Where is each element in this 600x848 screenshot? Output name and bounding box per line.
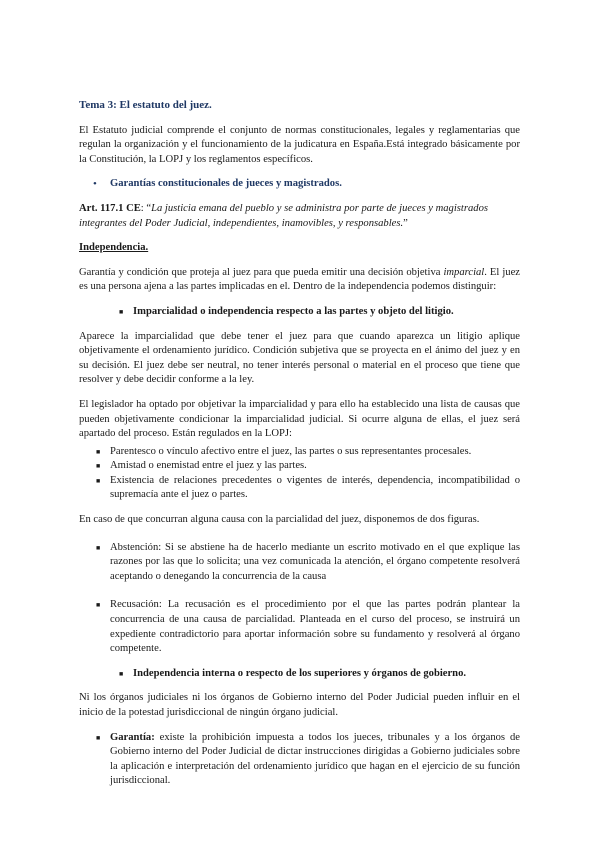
causa-text: Existencia de relaciones precedentes o vigentes de interés, dependencia, incompatibilidad o supremacía ante el juez o partes. [110,474,520,501]
independencia-text-b: . El juez es una persona ajena a las partes implicadas en el. Dentro de la independencia podemos distinguir: [79,266,520,293]
document-body [79,98,520,789]
abstencion-item [79,541,520,585]
square-bullet-icon: ■ [96,476,101,485]
subsection-independencia-interna-heading: Independencia interna o respecto de los superiores y órganos de gobierno. [133,667,467,679]
list-item [96,445,520,460]
section-garantias [79,177,520,192]
square-bullet-icon: ■ [119,669,124,678]
document-title: Tema 3: El estatuto del juez. [79,99,212,111]
subsection-independencia-interna [79,667,520,682]
square-bullet-icon: ■ [96,462,101,471]
independencia-text-a: Garantía y condición que proteja al juez para que pueda emitir una decisión objetiva [79,266,444,278]
causa-text: Amistad o enemistad entre el juez y las partes. [110,460,307,472]
bullet-icon: • [93,178,97,191]
article-quote-end: ” [403,217,408,229]
square-bullet-icon: ■ [96,543,101,552]
section-garantias-heading: Garantías constitucionales de jueces y magistrados. [110,178,342,190]
square-bullet-icon: ■ [96,601,101,610]
figuras-paragraph: En caso de que concurran alguna causa con la parcialidad del juez, disponemos de dos figuras. [79,514,480,526]
list-item [96,474,520,503]
garantia-body: existe la prohibición impuesta a todos los jueces, tribunales y a los órganos de Gobierno interno del Poder Judicial de dictar instrucciones dirigidas a Gobierno judiciales sobre la aplicación e interpretación del ordenamiento jurídico que hagan en el ejercicio de su función jurisdiccional. [110,731,520,787]
imparcialidad-paragraph: Aparece la imparcialidad que debe tener el juez para que cuando aparezca un litigio aplique objetivamente el ordenamiento jurídico. Condición subjetiva que se proyecta en el ánimo del juez y en su decisión. El juez debe ser neutral, no tener interés personal o material en el proceso que tiene que resolver y debe decidir conforme a la ley. [79,330,520,386]
square-bullet-icon: ■ [119,307,124,316]
organos-paragraph: Ni los órganos judiciales ni los órganos de Gobierno interno del Poder Judicial pueden influir en el inicio de la potestad jurisdiccional de ningún órgano judicial. [79,692,520,718]
list-item [96,459,520,474]
recusacion-item [79,598,520,656]
article-quote [79,202,520,231]
subsection-imparcialidad [79,305,520,320]
square-bullet-icon: ■ [96,733,101,742]
garantia-label: Garantía: [110,731,155,743]
article-colon: : “ [140,202,152,214]
abstencion-text: Abstención: Si se abstiene ha de hacerlo mediante un escrito motivado en el que explique las razones por las que lo solicita; una vez comunicada la atención, el órgano competente resolverá aceptando o denegando la concurrencia de la causa [110,541,520,582]
garantia-item [79,731,520,789]
causa-text: Parentesco o vínculo afectivo entre el juez, las partes o sus representantes procesales. [110,445,472,457]
independencia-heading [79,241,520,256]
article-label: Art. 117.1 CE [79,202,141,214]
independencia-paragraph [79,266,520,295]
garantia-text [110,731,520,789]
legislador-paragraph: El legislador ha optado por objetivar la imparcialidad y para ello ha establecido una lista de causas que pueden objetivamente condicionar la imparcialidad judicial. Si ocurre alguna de ellas, el juez será apartado del proceso. Están regulados en la LOPJ: [79,398,520,440]
independencia-emphasis: imparcial [443,266,485,278]
subsection-imparcialidad-heading: Imparcialidad o independencia respecto a las partes y objeto del litigio. [133,305,454,317]
article-quote-text: La justicia emana del pueblo y se administra por parte de jueces y magistrados integrantes del Poder Judicial, independientes, inamovibles, y responsables. [79,202,488,229]
causas-list [79,445,520,503]
intro-paragraph: El Estatuto judicial comprende el conjunto de normas constitucionales, legales y reglamentarias que regulan la organización y el funcionamiento de la judicatura en España.Está integrado básicamente por la Constitución, la LOPJ y los reglamentos específicos. [79,124,520,165]
recusacion-text: Recusación: La recusación es el procedimiento por el que las partes podrán plantear la concurrencia de una causa de parcialidad. Planteada en el curso del proceso, se instruirá un expediente contradictorio para aportar información sobre su fundamento y resolverá al órgano competente. [110,599,520,655]
square-bullet-icon: ■ [96,447,101,456]
independencia-heading-text: Independencia. [79,242,149,254]
